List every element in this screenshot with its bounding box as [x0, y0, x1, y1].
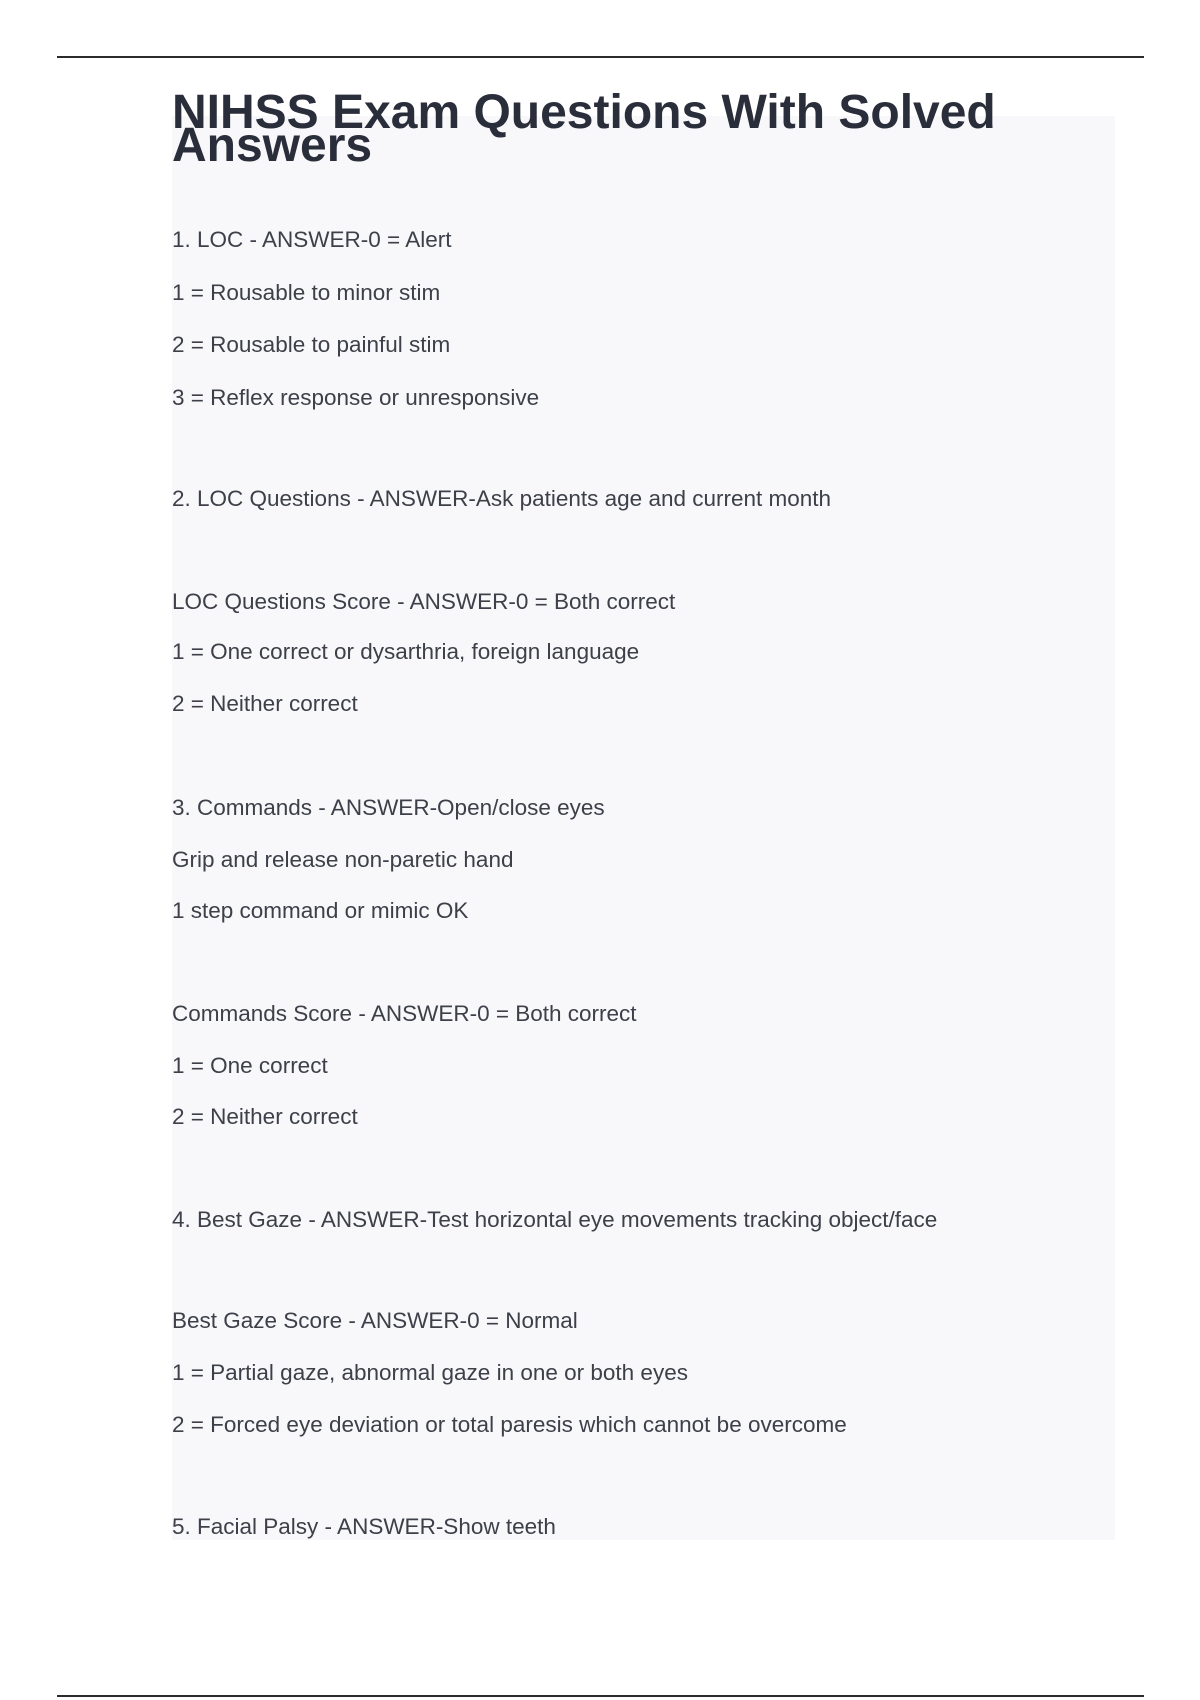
text-line: 2 = Forced eye deviation or total paresis which cannot be overcome	[172, 1412, 847, 1437]
text-line: 2 = Neither correct	[172, 691, 358, 716]
text-line: Commands Score - ANSWER-0 = Both correct	[172, 1001, 637, 1026]
text-line: 1 = Rousable to minor stim	[172, 280, 441, 305]
text-line: 5. Facial Palsy - ANSWER-Show teeth	[172, 1514, 556, 1539]
text-line: 3 = Reflex response or unresponsive	[172, 385, 540, 410]
text-line: Grip and release non-paretic hand	[172, 847, 514, 872]
text-line: Best Gaze Score - ANSWER-0 = Normal	[172, 1308, 578, 1333]
text-line: 1 = One correct or dysarthria, foreign language	[172, 639, 640, 664]
bottom-rule	[57, 1695, 1144, 1697]
text-line: 1 = One correct	[172, 1053, 328, 1078]
text-line: 1 step command or mimic OK	[172, 898, 469, 923]
text-line: 2. LOC Questions - ANSWER-Ask patients age and current month	[172, 486, 832, 511]
text-line: 2 = Rousable to painful stim	[172, 332, 451, 357]
text-line: 2 = Neither correct	[172, 1104, 358, 1129]
text-line: 3. Commands - ANSWER-Open/close eyes	[172, 795, 605, 820]
text-line: 1. LOC - ANSWER-0 = Alert	[172, 227, 452, 252]
text-line: LOC Questions Score - ANSWER-0 = Both correct	[172, 589, 676, 614]
text-line: 1 = Partial gaze, abnormal gaze in one or both eyes	[172, 1360, 688, 1385]
text-line: 4. Best Gaze - ANSWER-Test horizontal eye movements tracking object/face	[172, 1207, 938, 1232]
document-title: NIHSS Exam Questions With Solved Answers	[172, 86, 996, 172]
top-rule	[57, 56, 1144, 58]
